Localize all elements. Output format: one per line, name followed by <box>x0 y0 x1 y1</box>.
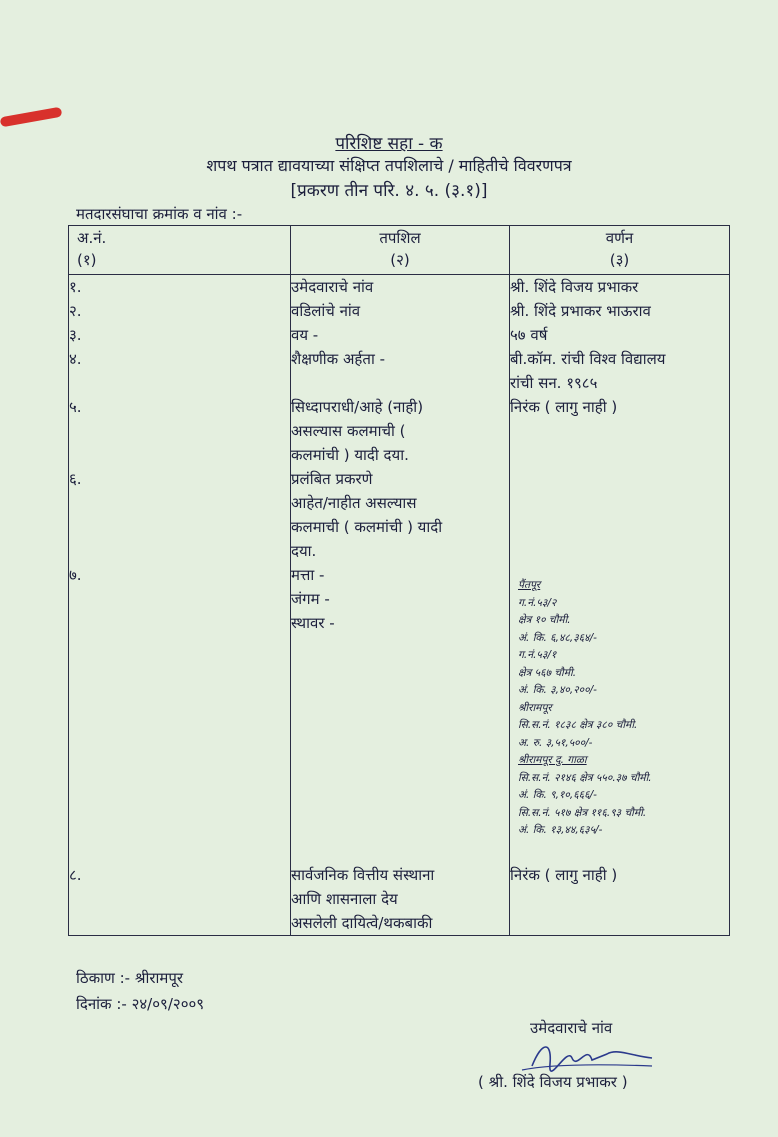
row-description: बी.कॉम. रांची विश्व विद्यालय रांची सन. १९८५ <box>510 347 730 395</box>
candidate-name: ( श्री. शिंदे विजय प्रभाकर ) <box>478 1073 628 1091</box>
table-row <box>69 563 730 863</box>
property-line: अं. कि. ६,४८,३६४/- <box>518 631 597 644</box>
property-list <box>510 563 730 863</box>
property-line: सि.स.नं. ५१७ क्षेत्र ११६.९३ चौमी. <box>518 806 647 819</box>
row-number: ७. <box>69 563 291 863</box>
table-row <box>69 863 730 936</box>
form-subtitle: शपथ पत्रात द्यावयाच्या संक्षिप्त तपशिलाचे / माहितीचे विवरणपत्र <box>206 156 572 175</box>
property-line: अं. कि. ३,४०,२००/- <box>518 684 597 696</box>
rule-reference: [प्रकरण तीन परि. ४. ५. (३.१)] <box>290 181 488 201</box>
row-number: ८. <box>69 863 291 936</box>
property-place: श्रीरामपूर दु. गाळा <box>518 754 587 766</box>
property-line: क्षेत्र १० चौमी. <box>518 614 571 626</box>
table-row <box>69 299 730 323</box>
signature-icon <box>512 1036 662 1076</box>
row-detail: वय - <box>291 323 510 347</box>
table-row <box>69 347 730 395</box>
property-line: अ. रु. ३,५१,५००/- <box>518 736 593 749</box>
property-line: अं. कि. ९,१०,६६६/- <box>518 789 597 801</box>
row-description: ५७ वर्ष <box>510 323 730 347</box>
header-description: वर्णन (३) <box>510 226 730 275</box>
row-description: निरंक ( लागु नाही ) <box>510 863 730 936</box>
row-detail: उमेदवाराचे नांव <box>291 275 510 300</box>
header-details: तपशिल (२) <box>291 226 510 275</box>
constituency-label: मतदारसंघाचा क्रमांक व नांव :- <box>76 205 243 223</box>
table-row <box>69 323 730 347</box>
row-description: श्री. शिंदे प्रभाकर भाऊराव <box>510 299 730 323</box>
candidate-label: उमेदवाराचे नांव <box>530 1019 613 1037</box>
row-number: ५. <box>69 395 291 467</box>
row-detail: सार्वजनिक वित्तीय संस्थाना आणि शासनाला देय असलेली दायित्वे/थकबाकी <box>291 863 510 936</box>
property-line: क्षेत्र ५६७ चौमी. <box>518 666 577 679</box>
row-detail: शैक्षणीक अर्हता - <box>291 347 510 395</box>
row-number: ६. <box>69 467 291 563</box>
property-line: सि.स.नं. १८३८ क्षेत्र ३८० चौमी. <box>518 719 638 731</box>
property-place: श्रीरामपूर <box>518 701 552 714</box>
details-table <box>68 225 730 936</box>
header-serial: अ.नं. (१) <box>69 226 291 275</box>
row-number: २. <box>69 299 291 323</box>
row-detail: सिध्दापराधी/आहे (नाही) असल्यास कलमाची ( कलमांची ) यादी दया. <box>291 395 510 467</box>
table-row <box>69 467 730 563</box>
place-line: ठिकाण :- श्रीरामपूर <box>76 969 184 987</box>
binding-thread <box>0 107 62 128</box>
property-place: पैंतपूर <box>518 579 541 591</box>
row-detail: मत्ता - जंगम - स्थावर - <box>291 563 510 863</box>
appendix-title: परिशिष्ट सहा - क <box>335 134 443 154</box>
table-row <box>69 395 730 467</box>
row-detail: वडिलांचे नांव <box>291 299 510 323</box>
table-header-row <box>69 226 730 275</box>
row-description: श्री. शिंदे विजय प्रभाकर <box>510 275 730 300</box>
property-line: सि.स.नं. २१४६ क्षेत्र ५५०.३७ चौमी. <box>518 771 652 784</box>
row-description: निरंक ( लागु नाही ) <box>510 395 730 467</box>
row-description <box>510 467 730 563</box>
date-line: दिनांक :- २४/०९/२००९ <box>76 995 205 1013</box>
row-number: ४. <box>69 347 291 395</box>
property-line: अं. कि. १३,४४,६३५/- <box>518 824 603 836</box>
row-number: ३. <box>69 323 291 347</box>
property-line: ग.नं.५३/१ <box>518 649 557 661</box>
row-detail: प्रलंबित प्रकरणे आहेत/नाहीत असल्यास कलमाची ( कलमांची ) यादी दया. <box>291 467 510 563</box>
table-row <box>69 275 730 300</box>
property-line: ग.नं.५३/२ <box>518 596 557 609</box>
row-number: १. <box>69 275 291 300</box>
